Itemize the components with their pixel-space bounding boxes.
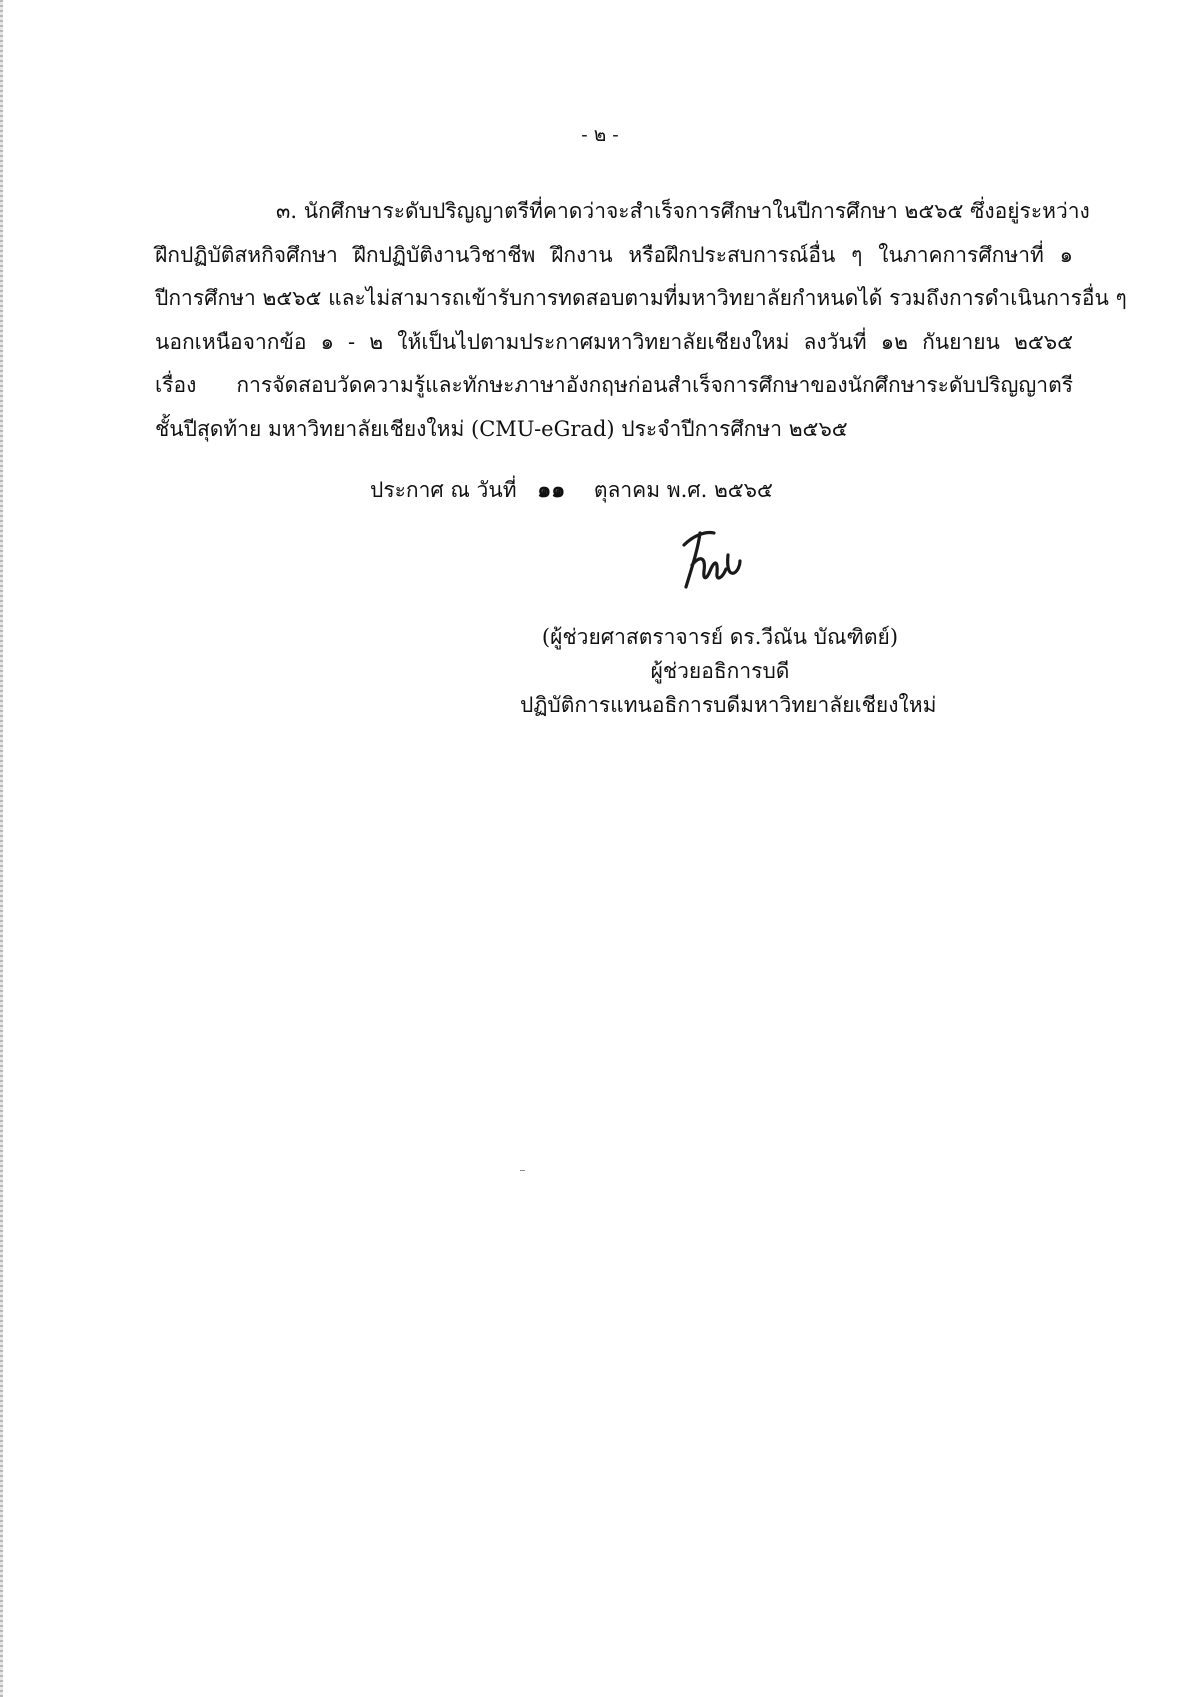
clause-paragraph bbox=[155, 190, 1127, 451]
announcement-date bbox=[370, 472, 773, 507]
signatory-acting-role: ปฏิบัติการแทนอธิการบดีมหาวิทยาลัยเชียงใหม่ bbox=[520, 693, 937, 717]
paragraph-line: ฝึกปฏิบัติสหกิจศึกษา ฝึกปฏิบัติงานวิชาชีพ ฝึกงาน หรือฝึกประสบการณ์อื่น ๆ ในภาคการศึกษาที่ ๑ bbox=[155, 242, 1073, 267]
paragraph-line: ปีการศึกษา ๒๕๖๕ และไม่สามารถเข้ารับการทดสอบตามที่มหาวิทยาลัยกำหนดได้ รวมถึงการดำเนินการอื่น ๆ bbox=[155, 286, 1127, 310]
announcement-month-year: ตุลาคม พ.ศ. ๒๕๖๕ bbox=[593, 478, 773, 502]
scan-speck bbox=[520, 1170, 525, 1171]
paragraph-line: นอกเหนือจากข้อ ๑ - ๒ ให้เป็นไปตามประกาศมหาวิทยาลัยเชียงใหม่ ลงวันที่ ๑๒ กันยายน ๒๕๖๕ bbox=[155, 329, 1073, 354]
paragraph-line: เรื่อง การจัดสอบวัดความรู้และทักษะภาษาอังกฤษก่อนสำเร็จการศึกษาของนักศึกษาระดับปริญญาตรี bbox=[155, 373, 1073, 397]
announcement-prefix: ประกาศ ณ วันที่ bbox=[370, 478, 517, 502]
paragraph-line: ๓. นักศึกษาระดับปริญญาตรีที่คาดว่าจะสำเร็จการศึกษาในปีการศึกษา ๒๕๖๕ ซึ่งอยู่ระหว่าง bbox=[276, 199, 1090, 223]
paragraph-line: ชั้นปีสุดท้าย มหาวิทยาลัยเชียงใหม่ (CMU-eGrad) ประจำปีการศึกษา ๒๕๖๕ bbox=[155, 416, 848, 441]
page-number: - ๒ - bbox=[581, 124, 619, 146]
scan-edge-artifact bbox=[0, 0, 3, 1697]
signatory-position: ผู้ช่วยอธิการบดี bbox=[650, 659, 790, 683]
signatory-name: (ผู้ช่วยศาสตราจารย์ ดร.วีณัน บัณฑิตย์) bbox=[541, 625, 899, 649]
announcement-day: ๑๑ bbox=[537, 477, 566, 503]
signatory-block bbox=[520, 620, 937, 722]
handwritten-signature bbox=[670, 525, 750, 595]
